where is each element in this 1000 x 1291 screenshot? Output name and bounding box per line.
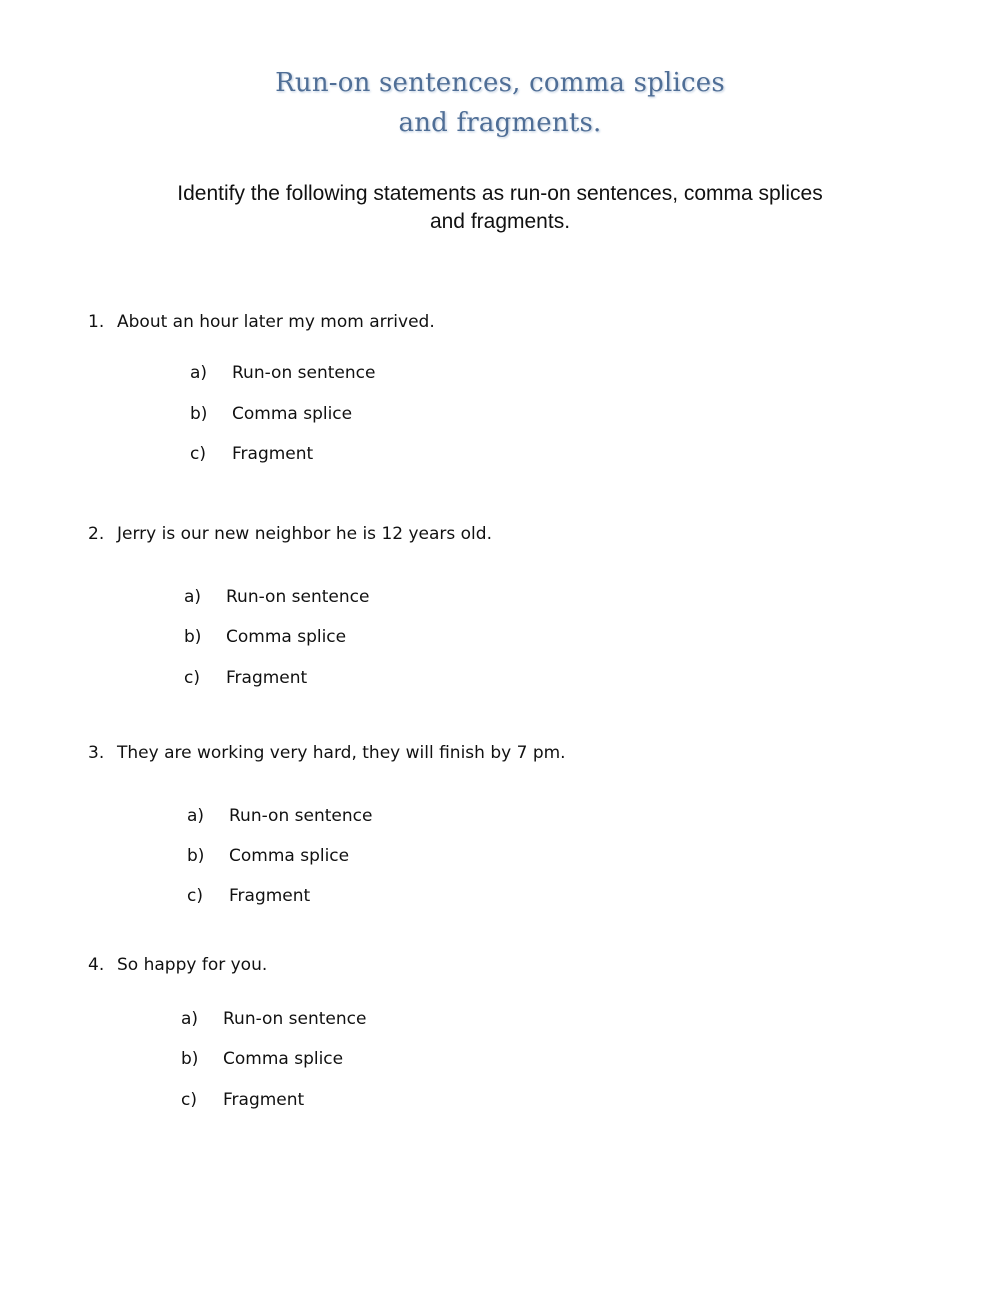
option-letter: b) — [187, 846, 205, 866]
option-letter: a) — [181, 1009, 199, 1029]
option-letter: b) — [190, 404, 208, 424]
question-1 — [88, 312, 435, 332]
question-2-option-a[interactable] — [184, 587, 369, 607]
instructions-line-1: Identify the following statements as run-on sentences, comma splices — [177, 182, 823, 205]
option-text: Run-on sentence — [223, 1009, 367, 1029]
option-letter: b) — [184, 627, 202, 647]
question-text: Jerry is our new neighbor he is 12 years old. — [117, 524, 492, 544]
option-text: Run-on sentence — [232, 363, 376, 383]
option-text: Fragment — [223, 1090, 305, 1110]
option-text: Comma splice — [232, 404, 353, 424]
option-text: Fragment — [229, 886, 311, 906]
question-3 — [88, 743, 566, 763]
question-2-option-b[interactable] — [184, 627, 346, 647]
worksheet-title-line-1: Run-on sentences, comma splices — [275, 68, 725, 98]
option-letter: a) — [190, 363, 208, 383]
worksheet-title-line-2: and fragments. — [398, 108, 602, 138]
question-3-option-b[interactable] — [187, 846, 349, 866]
question-number: 3. — [88, 743, 105, 763]
option-letter: c) — [184, 668, 200, 688]
question-text: So happy for you. — [117, 955, 268, 975]
option-letter: c) — [190, 444, 206, 464]
question-4 — [88, 955, 267, 975]
question-3-option-c[interactable] — [187, 886, 310, 906]
option-letter: c) — [187, 886, 203, 906]
question-4-option-a[interactable] — [181, 1009, 366, 1029]
option-text: Comma splice — [226, 627, 347, 647]
question-text: About an hour later my mom arrived. — [117, 312, 435, 332]
option-text: Comma splice — [229, 846, 350, 866]
question-1-option-a[interactable] — [190, 363, 375, 383]
question-4-option-b[interactable] — [181, 1049, 343, 1069]
question-number: 1. — [88, 312, 105, 332]
question-2-option-c[interactable] — [184, 668, 307, 688]
question-4-option-c[interactable] — [181, 1090, 304, 1110]
option-text: Comma splice — [223, 1049, 344, 1069]
instructions-line-2: and fragments. — [429, 210, 571, 233]
question-1-option-b[interactable] — [190, 404, 352, 424]
option-letter: a) — [187, 806, 205, 826]
question-1-option-c[interactable] — [190, 444, 313, 464]
option-text: Fragment — [232, 444, 314, 464]
option-letter: b) — [181, 1049, 199, 1069]
option-letter: c) — [181, 1090, 197, 1110]
question-number: 2. — [88, 524, 105, 544]
option-text: Fragment — [226, 668, 308, 688]
question-text: They are working very hard, they will finish by 7 pm. — [117, 743, 566, 763]
question-number: 4. — [88, 955, 105, 975]
option-text: Run-on sentence — [226, 587, 370, 607]
option-text: Run-on sentence — [229, 806, 373, 826]
option-letter: a) — [184, 587, 202, 607]
question-3-option-a[interactable] — [187, 806, 372, 826]
question-2 — [88, 524, 492, 544]
